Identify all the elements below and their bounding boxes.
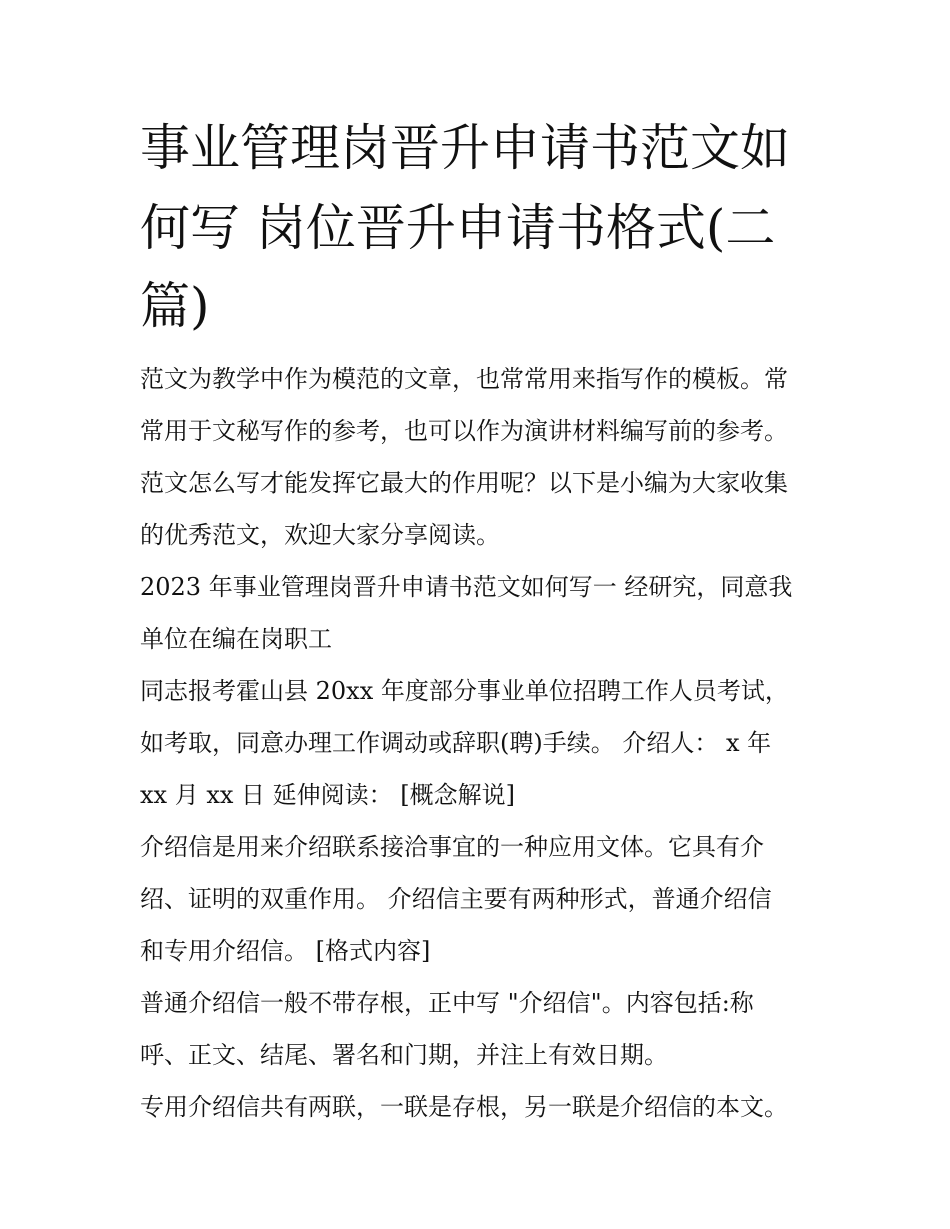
paragraph-line: 普通介绍信一般不带存根，正中写 "介绍信"。内容包括:称 xyxy=(140,989,754,1017)
paragraph-line: 范文怎么写才能发挥它最大的作用呢？以下是小编为大家收集 xyxy=(140,469,788,497)
paragraph-line: 和专用介绍信。 [格式内容] xyxy=(140,937,431,965)
paragraph-line: 呼、正文、结尾、署名和门期，并注上有效日期。 xyxy=(140,1041,668,1069)
paragraph-line: 范文为教学中作为模范的文章，也常常用来指写作的模板。常 xyxy=(140,365,788,393)
paragraph-line: 常用于文秘写作的参考，也可以作为演讲材料编写前的参考。 xyxy=(140,417,788,445)
paragraph-line: 绍、证明的双重作用。 介绍信主要有两种形式，普通介绍信 xyxy=(140,885,772,913)
paragraph-line: 介绍信是用来介绍联系接洽事宜的一种应用文体。它具有介 xyxy=(140,833,764,861)
document-title-line-1: 事业管理岗晋升申请书范文如 xyxy=(140,119,790,177)
paragraph-line: 专用介绍信共有两联，一联是存根，另一联是介绍信的本文。 xyxy=(140,1093,788,1121)
paragraph-line: 单位在编在岗职工 xyxy=(140,625,332,653)
paragraph-line: 2023 年事业管理岗晋升申请书范文如何写一 经研究，同意我 xyxy=(140,573,793,601)
paragraph-line: xx 月 xx 日 延伸阅读： [概念解说] xyxy=(140,781,516,809)
document-title-line-2: 何写 岗位晋升申请书格式(二 xyxy=(140,199,776,257)
paragraph-line: 同志报考霍山县 20xx 年度部分事业单位招聘工作人员考试， xyxy=(140,677,789,705)
document-title-line-3: 篇) xyxy=(140,277,210,335)
paragraph-line: 的优秀范文，欢迎大家分享阅读。 xyxy=(140,521,500,549)
paragraph-line: 如考取，同意办理工作调动或辞职(聘)手续。 介绍人： x 年 xyxy=(140,729,772,757)
